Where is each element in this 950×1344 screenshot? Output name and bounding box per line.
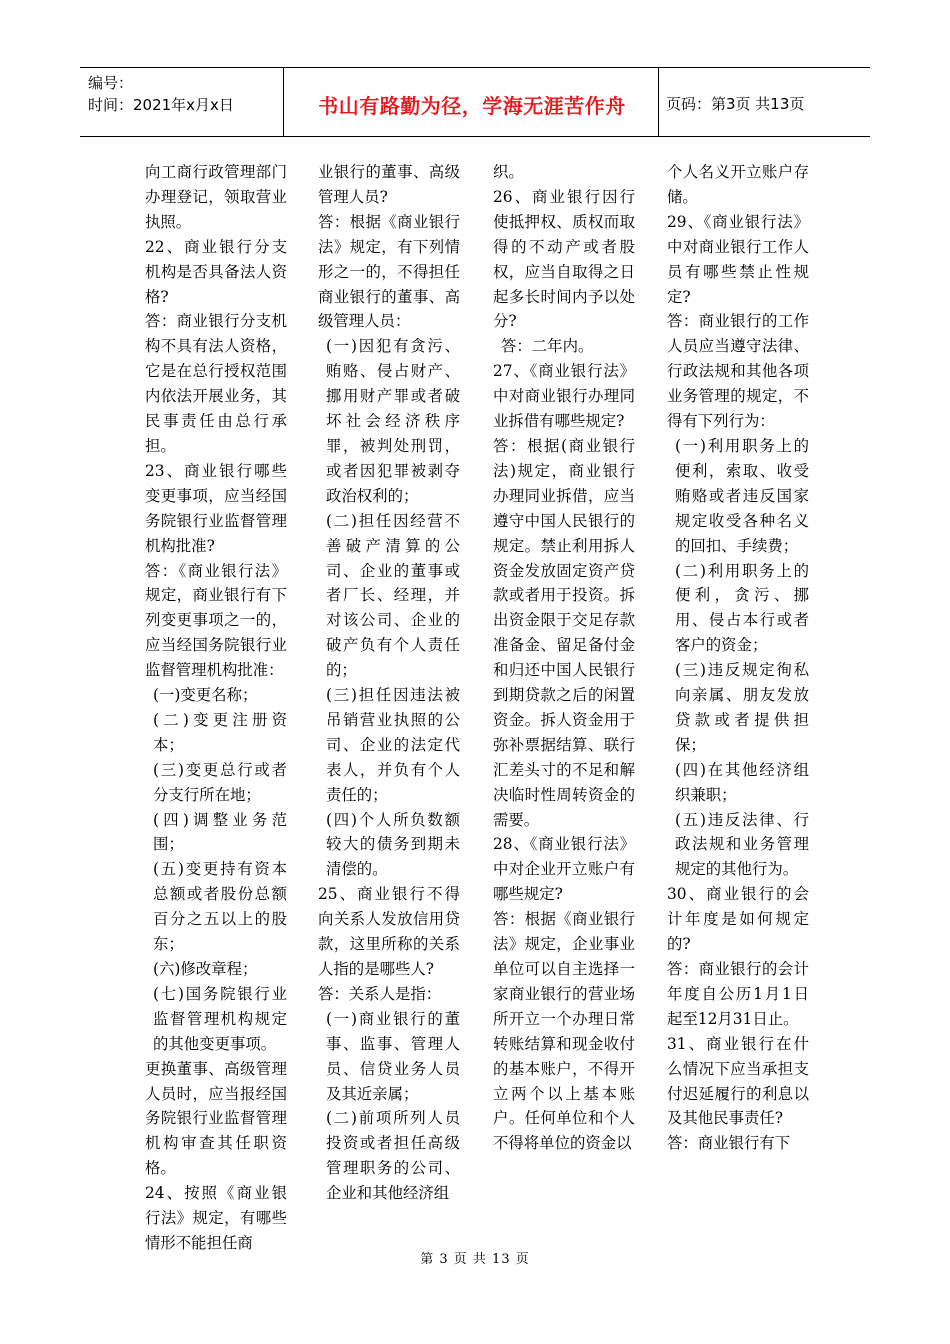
paragraph: 个人名义开立账户存储。 — [667, 163, 809, 206]
paragraph: (二)前项所列人员投资或者担任高级管理职务的公司、企业和其他经济组 — [326, 1109, 460, 1203]
paragraph: (一)利用职务上的便利，索取、收受贿赂或者违反国家规定收受各种名义的回扣、手续费； — [675, 436, 809, 555]
header-page-info: 页码：第3页 共13页 — [666, 95, 805, 113]
paragraph: (五)违反法律、行政法规和业务管理规定的其他行为。 — [675, 810, 809, 879]
text-column-3 — [493, 160, 635, 1156]
paragraph: (三)违反规定徇私向亲属、朋友发放贷款或者提供担保； — [675, 661, 809, 754]
paragraph: (七)国务院银行业监督管理机构规定的其他变更事项。 — [153, 984, 287, 1053]
paragraph: 更换董事、高级管理人员时，应当报经国务院银行业监督管理机构审查其任职资格。 — [145, 1059, 287, 1178]
paragraph: 答：《商业银行法》规定，商业银行有下列变更事项之一的，应当经国务院银行业监督管理机构批准： — [145, 561, 287, 680]
header-divider-right — [658, 68, 659, 136]
paragraph: 答：商业银行的工作人员应当遵守法律、行政法规和其他各项业务管理的规定，不得有下列行为： — [667, 312, 809, 431]
paragraph: (六)修改章程； — [153, 960, 258, 978]
paragraph: 答：根据《商业银行法》规定，企业事业单位可以自主选择一家商业银行的营业场所开立一个办理日常转账结算和现金收付的基本账户，不得开立两个以上基本账户。任何单位和个人不得将单位的资金以 — [493, 910, 635, 1153]
paragraph: (三)担任因违法被吊销营业执照的公司、企业的法定代表人，并负有个人责任的； — [326, 686, 460, 804]
paragraph: (四)调整业务范围； — [153, 810, 287, 854]
paragraph: (四)个人所负数额较大的债务到期未清偿的。 — [326, 810, 460, 879]
paragraph: 24、按照《商业银行法》规定，有哪些情形不能担任商 — [145, 1184, 287, 1252]
header-motto: 书山有路勤为径，学海无涯苦作舟 — [318, 94, 626, 118]
paragraph: 答：二年内。 — [501, 337, 594, 356]
paragraph: (二)利用职务上的便利，贪污、挪用、侵占本行或者客户的资金； — [675, 561, 809, 655]
paragraph: 30、商业银行的会计年度是如何规定的? — [667, 885, 809, 954]
paragraph: 答：关系人是指： — [318, 984, 442, 1003]
text-column-2 — [318, 160, 460, 1206]
paragraph: 答：商业银行分支机构不具有法人资格，它是在总行授权范围内依法开展业务，其民事责任由总行承担。 — [145, 312, 287, 455]
header-meta — [88, 72, 234, 116]
document-number-label: 编号： — [88, 74, 134, 92]
paragraph: 答：商业银行的会计年度自公历1月1日起至12月31日止。 — [667, 960, 809, 1028]
page-header — [80, 67, 870, 137]
paragraph: 答：商业银行有下 — [667, 1134, 791, 1153]
paragraph: 29、《商业银行法》中对商业银行工作人员有哪些禁止性规定? — [667, 212, 809, 306]
paragraph: (一)变更名称； — [153, 686, 258, 705]
text-column-4 — [667, 160, 809, 1156]
paragraph: 业银行的董事、高级管理人员? — [318, 163, 460, 206]
paragraph: (四)在其他经济组织兼职； — [675, 760, 809, 804]
paragraph: 向工商行政管理部门办理登记，领取营业执照。 — [145, 163, 287, 231]
paragraph: 27、《商业银行法》中对商业银行办理同业拆借有哪些规定? — [493, 362, 635, 431]
paragraph: (三)变更总行或者分支行所在地； — [153, 760, 287, 804]
paragraph: 答：根据《商业银行法》规定，有下列情形之一的，不得担任商业银行的董事、高级管理人员： — [318, 212, 460, 331]
paragraph: 答：根据(商业银行法)规定，商业银行办理同业拆借，应当遵守中国人民银行的规定。禁止利用拆人资金发放固定资产贷款或者用于投资。拆出资金限于交足存款准备金、留足备付金和归还中国人民银行到期贷款之后的闲置资金。拆人资金用于弥补票据结算、联行汇差头寸的不足和解决临时性周转资金的需要。 — [493, 436, 635, 829]
paragraph: (二)变更注册资本； — [153, 710, 287, 754]
paragraph: 28、《商业银行法》中对企业开立账户有哪些规定? — [493, 835, 635, 904]
paragraph: (二)担任因经营不善破产清算的公司、企业的董事或者厂长、经理，并对该公司、企业的破产负有个人责任的； — [326, 511, 460, 680]
paragraph: 31、商业银行在什么情况下应当承担支付迟延履行的利息以及其他民事责任? — [667, 1034, 809, 1128]
paragraph: 织。 — [493, 163, 524, 181]
paragraph: 25、商业银行不得向关系人发放信用贷款，这里所称的关系人指的是哪些人? — [318, 885, 460, 978]
paragraph: (一)商业银行的董事、监事、管理人员、信贷业务人员及其近亲属； — [326, 1009, 460, 1103]
paragraph: 22、商业银行分支机构是否具备法人资格? — [145, 237, 287, 306]
paragraph: (一)因犯有贪污、贿赂、侵占财产、挪用财产罪或者破坏社会经济秩序罪，被判处刑罚，或者因犯罪被剥夺政治权利的； — [326, 337, 460, 505]
page-footer: 第 3 页 共 13 页 — [420, 1252, 530, 1267]
text-column-1 — [145, 160, 287, 1256]
document-time-label: 时间：2021年x月x日 — [88, 96, 234, 114]
paragraph: 23、商业银行哪些变更事项，应当经国务院银行业监督管理机构批准? — [145, 461, 287, 555]
paragraph: 26、商业银行因行使抵押权、质权而取得的不动产或者股权，应当自取得之日起多长时间内予以处分? — [493, 187, 635, 331]
paragraph: (五)变更持有资本总额或者股份总额百分之五以上的股东； — [153, 860, 287, 954]
